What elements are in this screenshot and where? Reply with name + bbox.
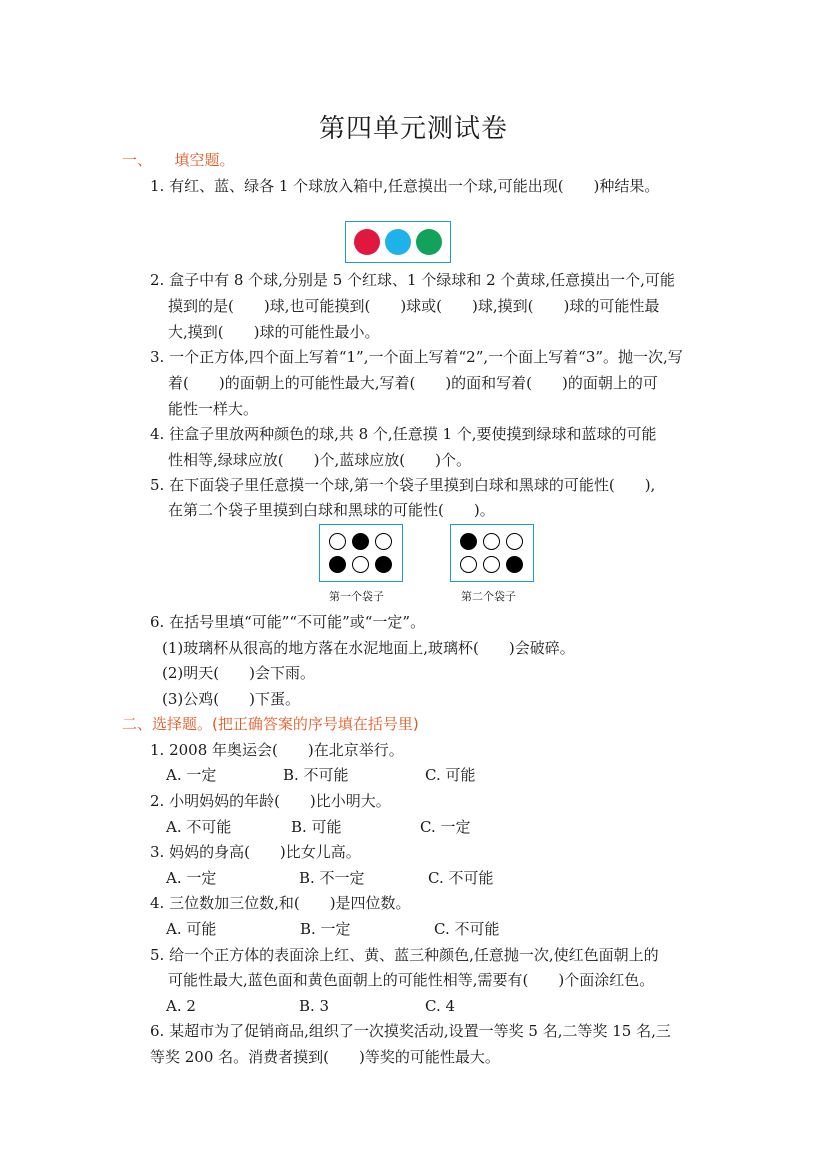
s1-question-2-line-3: 大,摸到( )球的可能性最小。 xyxy=(168,323,380,341)
black-ball xyxy=(506,556,523,573)
s1-question-3-line-2: 着( )的面朝上的可能性最大,写着( )的面和写着( )的面朝上的可 xyxy=(168,374,658,392)
s1-question-5-line-2: 在第二个袋子里摸到白球和黑球的可能性( )。 xyxy=(168,501,495,519)
bag-2-figure xyxy=(450,524,534,582)
option-b: B. 一定 xyxy=(300,920,351,938)
red-ball xyxy=(354,229,380,255)
s1-question-4-line-2: 性相等,绿球应放( )个,蓝球应放( )个。 xyxy=(168,451,471,469)
option-c: C. 可能 xyxy=(425,766,476,784)
section-1-heading: 一、 填空题。 xyxy=(122,151,235,169)
option-a: A. 一定 xyxy=(166,766,217,784)
black-ball xyxy=(352,533,369,550)
option-b: B. 不可能 xyxy=(283,766,349,784)
white-ball xyxy=(483,556,500,573)
white-ball xyxy=(329,533,346,550)
s2-question-6-line-2: 等奖 200 名。消费者摸到( )等奖的可能性最大。 xyxy=(150,1048,500,1066)
option-b: B. 3 xyxy=(299,997,330,1015)
black-ball xyxy=(375,556,392,573)
black-ball xyxy=(460,533,477,550)
s2-question-6-line-1: 6. 某超市为了促销商品,组织了一次摸奖活动,设置一等奖 5 名,二等奖 15 名,三 xyxy=(150,1022,671,1040)
s2-question-5-line-1: 5. 给一个正方体的表面涂上红、黄、蓝三种颜色,任意抛一次,使红色面朝上的 xyxy=(150,946,659,964)
s1-question-3-line-1: 3. 一个正方体,四个面上写着“1”,一个面上写着“2”,一个面上写着“3”。抛一次,写 xyxy=(150,348,683,366)
s1-question-3-line-3: 能性一样大。 xyxy=(168,400,259,418)
option-a: A. 一定 xyxy=(166,869,217,887)
green-ball xyxy=(416,229,442,255)
option-c: C. 4 xyxy=(425,997,456,1015)
white-ball xyxy=(352,556,369,573)
black-ball xyxy=(329,556,346,573)
s2-question-4: 4. 三位数加三位数,和( )是四位数。 xyxy=(150,894,411,912)
blue-ball xyxy=(385,229,411,255)
white-ball xyxy=(506,533,523,550)
s2-question-2: 2. 小明妈妈的年龄( )比小明大。 xyxy=(150,792,391,810)
bag-1-figure xyxy=(319,524,403,582)
white-ball xyxy=(460,556,477,573)
s1-question-6-1: (1)玻璃杯从很高的地方落在水泥地面上,玻璃杯( )会破碎。 xyxy=(162,639,575,657)
option-a: A. 2 xyxy=(166,997,196,1015)
white-ball xyxy=(483,533,500,550)
s1-question-1: 1. 有红、蓝、绿各 1 个球放入箱中,任意摸出一个球,可能出现( )种结果。 xyxy=(150,177,660,195)
s1-question-4-line-1: 4. 往盒子里放两种颜色的球,共 8 个,任意摸 1 个,要使摸到绿球和蓝球的可能 xyxy=(150,425,657,443)
s2-question-1: 1. 2008 年奥运会( )在北京举行。 xyxy=(150,741,404,759)
s2-question-3: 3. 妈妈的身高( )比女儿高。 xyxy=(150,843,361,861)
s1-question-2-line-1: 2. 盒子中有 8 个球,分别是 5 个红球、1 个绿球和 2 个黄球,任意摸出一个,可能 xyxy=(150,271,675,289)
white-ball xyxy=(375,533,392,550)
s1-question-6-2: (2)明天( )会下雨。 xyxy=(162,664,315,682)
bag-2-caption: 第二个袋子 xyxy=(461,590,516,603)
s2-question-5-line-2: 可能性最大,蓝色面和黄色面朝上的可能性相等,需要有( )个面涂红色。 xyxy=(168,971,655,989)
option-b: B. 不一定 xyxy=(299,869,365,887)
option-c: C. 不可能 xyxy=(434,920,500,938)
bag-1-caption: 第一个袋子 xyxy=(329,590,384,603)
option-a: A. 不可能 xyxy=(166,818,232,836)
section-2-heading: 二、选择题。(把正确答案的序号填在括号里) xyxy=(122,715,419,733)
option-c: C. 一定 xyxy=(420,818,471,836)
option-c: C. 不可能 xyxy=(428,869,494,887)
page-title: 第四单元测试卷 xyxy=(318,114,508,144)
option-a: A. 可能 xyxy=(166,920,217,938)
s1-question-6: 6. 在括号里填“可能”“不可能”或“一定”。 xyxy=(150,613,426,631)
s1-question-2-line-2: 摸到的是( )球,也可能摸到( )球或( )球,摸到( )球的可能性最 xyxy=(168,297,660,315)
s1-question-6-3: (3)公鸡( )下蛋。 xyxy=(162,690,300,708)
option-b: B. 可能 xyxy=(291,818,342,836)
three-balls-figure xyxy=(345,221,451,263)
s1-question-5-line-1: 5. 在下面袋子里任意摸一个球,第一个袋子里摸到白球和黑球的可能性( ), xyxy=(150,476,656,494)
